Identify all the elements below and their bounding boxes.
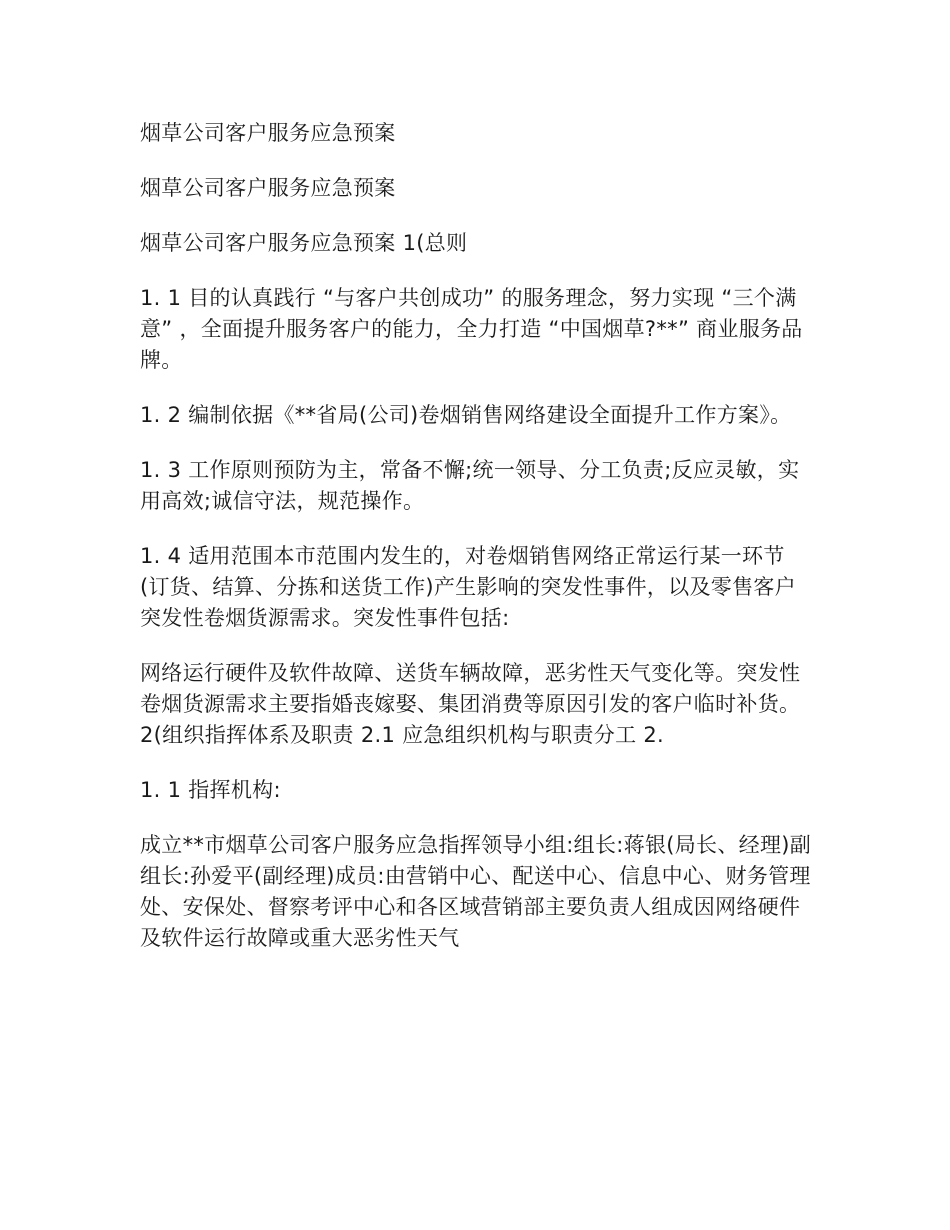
paragraph-events: 网络运行硬件及软件故障、送货车辆故障，恶劣性天气变化等。突发性卷烟货源需求主要指婚丧嫁娶、集团消费等原因引发的客户临时补货。2(组织指挥体系及职责 2.1 应急组织机构与职责分工 2.	[140, 661, 801, 747]
paragraph-principles: 1. 3 工作原则预防为主，常备不懈;统一领导、分工负责;反应灵敏，实用高效;诚信守法，规范操作。	[140, 458, 800, 513]
paragraph-basis: 1. 2 编制依据《**省局(公司)卷烟销售网络建设全面提升工作方案》。	[140, 403, 792, 427]
paragraph-command-group: 成立**市烟草公司客户服务应急指挥领导小组:组长:蒋银(局长、经理)副组长:孙爱平(副经理)成员:由营销中心、配送中心、信息中心、财务管理处、安保处、督察考评中心和各区域营销部主要负责人组成因网络硬件及软件运行故障或重大恶劣性天气	[140, 833, 812, 950]
paragraph-scope: 1. 4 适用范围本市范围内发生的，对卷烟销售网络正常运行某一环节(订货、结算、分拣和送货工作)产生影响的突发性事件，以及零售客户突发性卷烟货源需求。突发性事件包括:	[140, 544, 796, 630]
paragraph-command-heading: 1. 1 指挥机构:	[140, 778, 281, 802]
document-body	[140, 118, 812, 978]
section-heading-general: 烟草公司客户服务应急预案 1(总则	[140, 231, 468, 255]
paragraph-purpose: 1. 1 目的认真践行 “与客户共创成功” 的服务理念，努力实现 “三个满意” ，全面提升服务客户的能力，全力打造 “中国烟草?**” 商业服务品牌。	[140, 286, 803, 372]
document-subtitle: 烟草公司客户服务应急预案	[140, 176, 396, 200]
document-title: 烟草公司客户服务应急预案	[140, 121, 396, 145]
